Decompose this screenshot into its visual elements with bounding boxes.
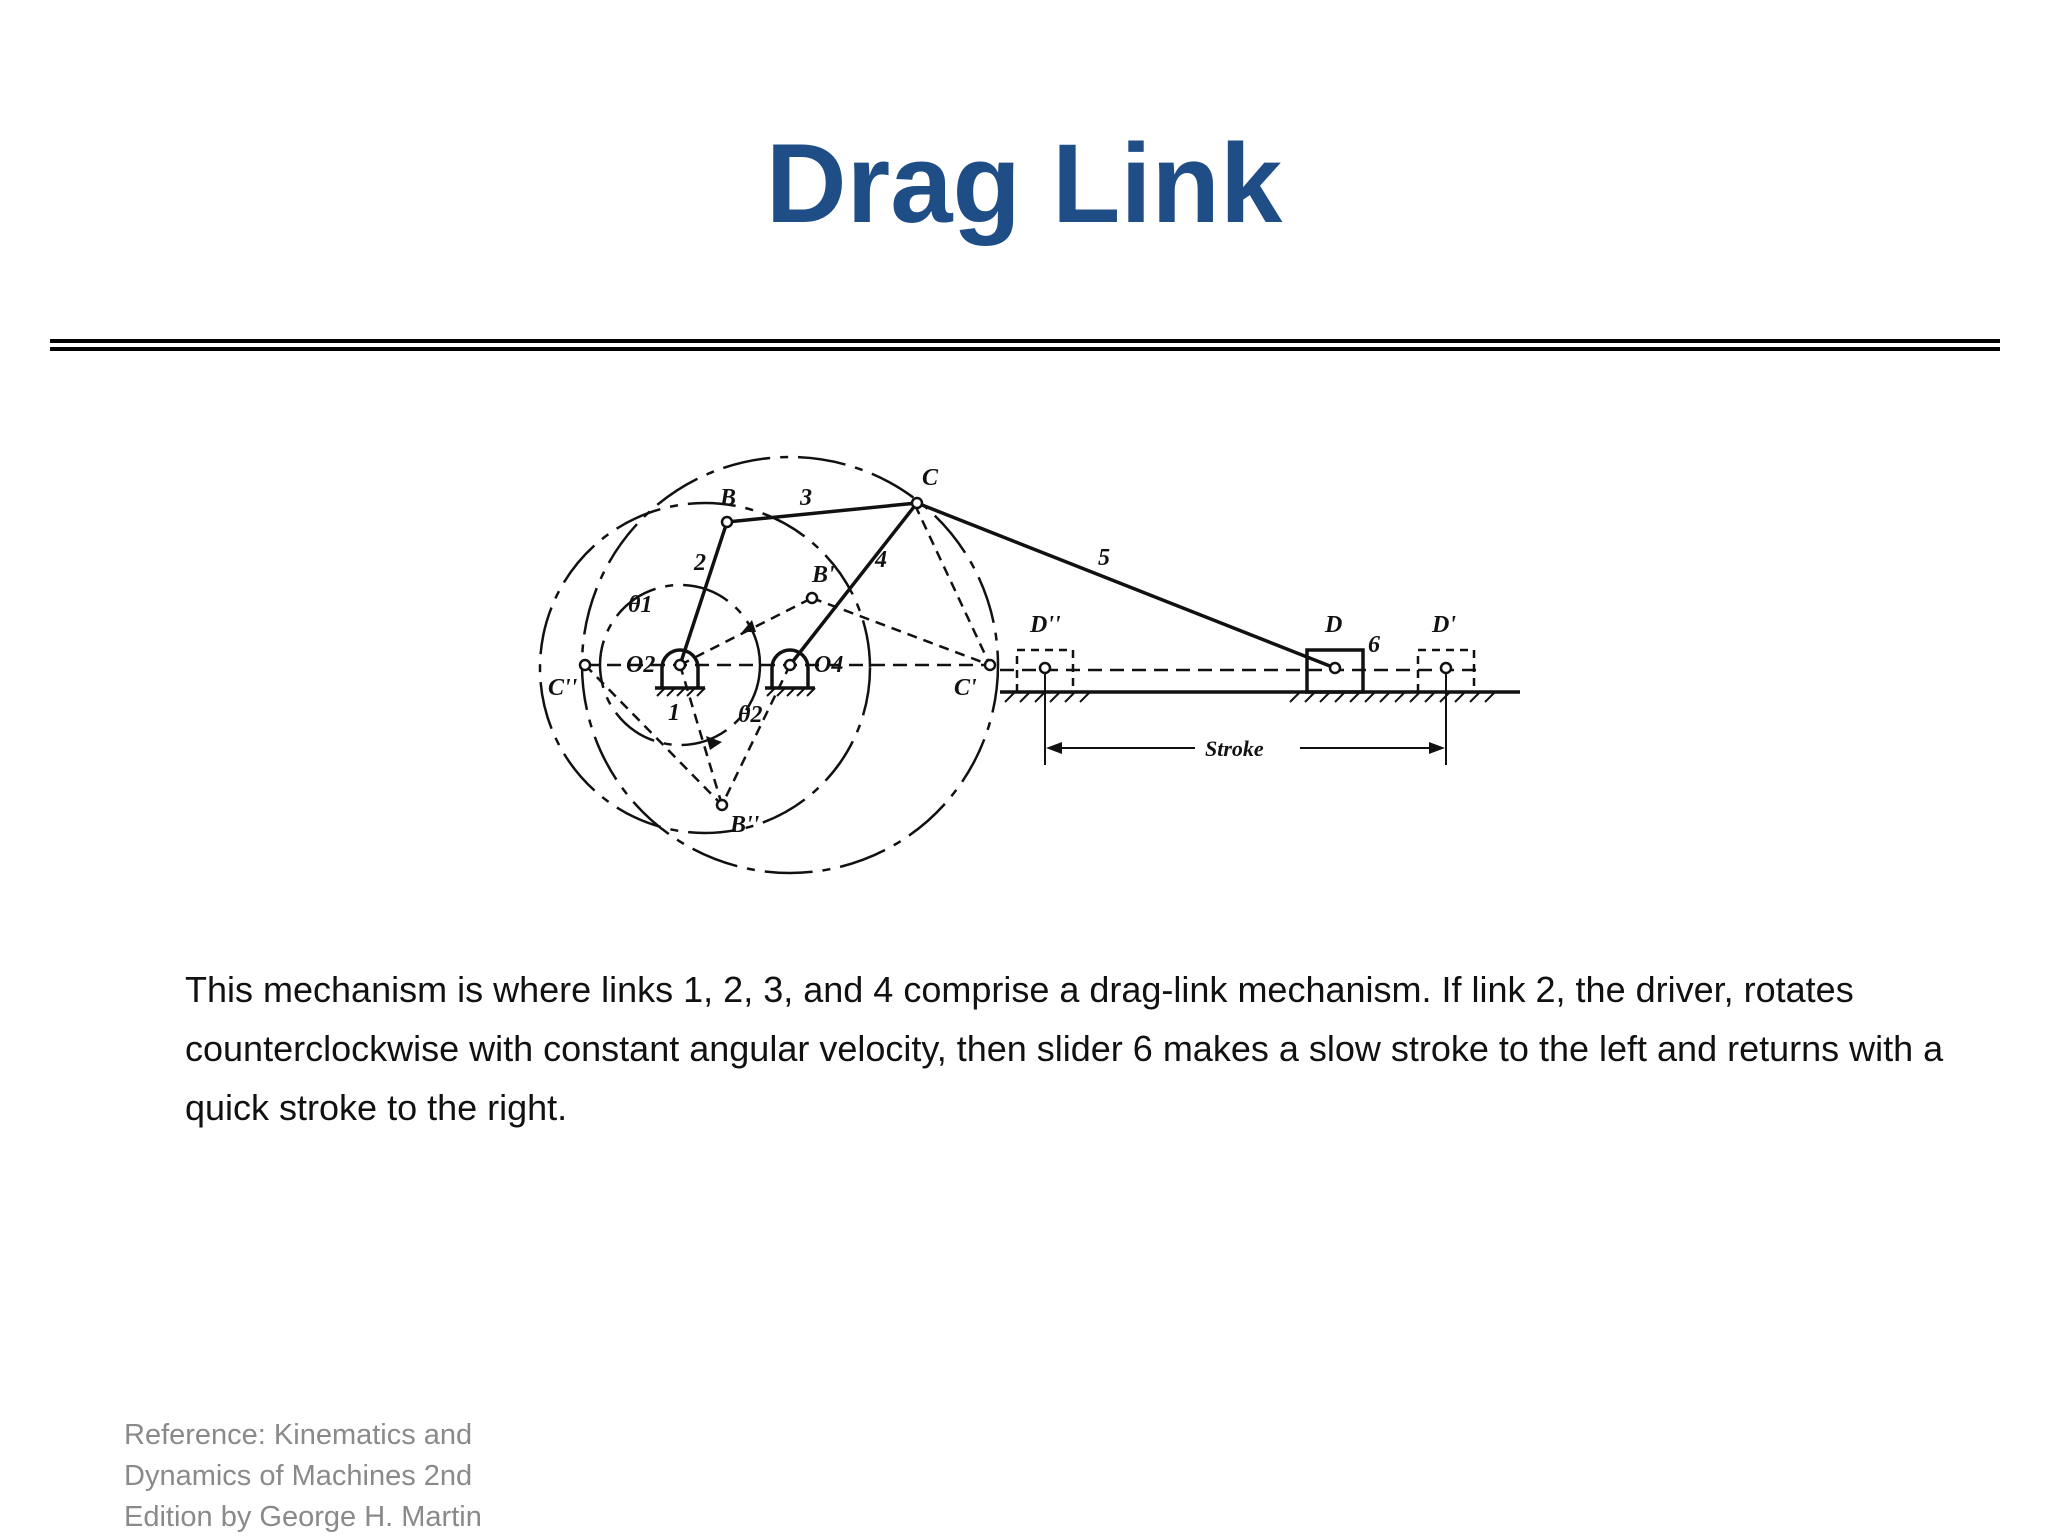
joint-o2 — [675, 660, 685, 670]
joint-o4 — [785, 660, 795, 670]
joint-d — [1330, 663, 1340, 673]
stroke-arrow-right — [1429, 742, 1445, 754]
label-c-prime: C' — [954, 675, 977, 701]
reference-note: Reference: Kinematics and Dynamics of Machines 2nd Edition by George H. Martin — [124, 1419, 482, 1533]
link-4 — [790, 503, 917, 665]
label-b: B — [720, 485, 737, 511]
label-link-3: 3 — [800, 485, 812, 511]
joint-c-double-prime — [580, 660, 590, 670]
label-link-1: 1 — [668, 700, 680, 726]
label-o4: O4 — [814, 652, 844, 678]
label-d-double-prime: D'' — [1030, 612, 1061, 638]
label-link-2: 2 — [694, 550, 706, 576]
label-link-4: 4 — [875, 547, 887, 573]
label-stroke: Stroke — [1205, 736, 1264, 761]
label-b-double-prime: B'' — [730, 812, 760, 838]
label-o2: O2 — [626, 652, 656, 678]
label-b-prime: B' — [812, 562, 835, 588]
link-5 — [917, 503, 1335, 668]
joint-b-prime — [807, 593, 817, 603]
joint-b — [722, 517, 732, 527]
joint-c-prime — [985, 660, 995, 670]
label-d-prime: D' — [1432, 612, 1456, 638]
joint-d-prime — [1441, 663, 1451, 673]
link-3 — [727, 503, 917, 522]
link-b-double-prime-1 — [680, 665, 722, 805]
label-link-5: 5 — [1098, 545, 1110, 571]
theta1-arrow — [742, 620, 756, 632]
link-2 — [680, 522, 727, 665]
label-link-6: 6 — [1368, 632, 1380, 658]
label-d: D — [1325, 612, 1343, 638]
stroke-arrow-left — [1046, 742, 1062, 754]
label-theta1: θ1 — [628, 592, 653, 618]
label-theta2: θ2 — [738, 702, 763, 728]
slide-description: This mechanism is where links 1, 2, 3, and 4 comprise a drag-link mechanism. If link 2, the driver, rotates counterclockwise with constant angular velocity, then slider 6 makes a slow stroke to the left and returns with a quick stroke to the right. — [185, 969, 1944, 1128]
joint-b-double-prime — [717, 800, 727, 810]
label-c-double-prime: C'' — [548, 675, 578, 701]
joint-c — [912, 498, 922, 508]
slide-title: Drag Link — [765, 121, 1283, 246]
label-c: C — [922, 465, 939, 491]
joint-d-double-prime — [1040, 663, 1050, 673]
